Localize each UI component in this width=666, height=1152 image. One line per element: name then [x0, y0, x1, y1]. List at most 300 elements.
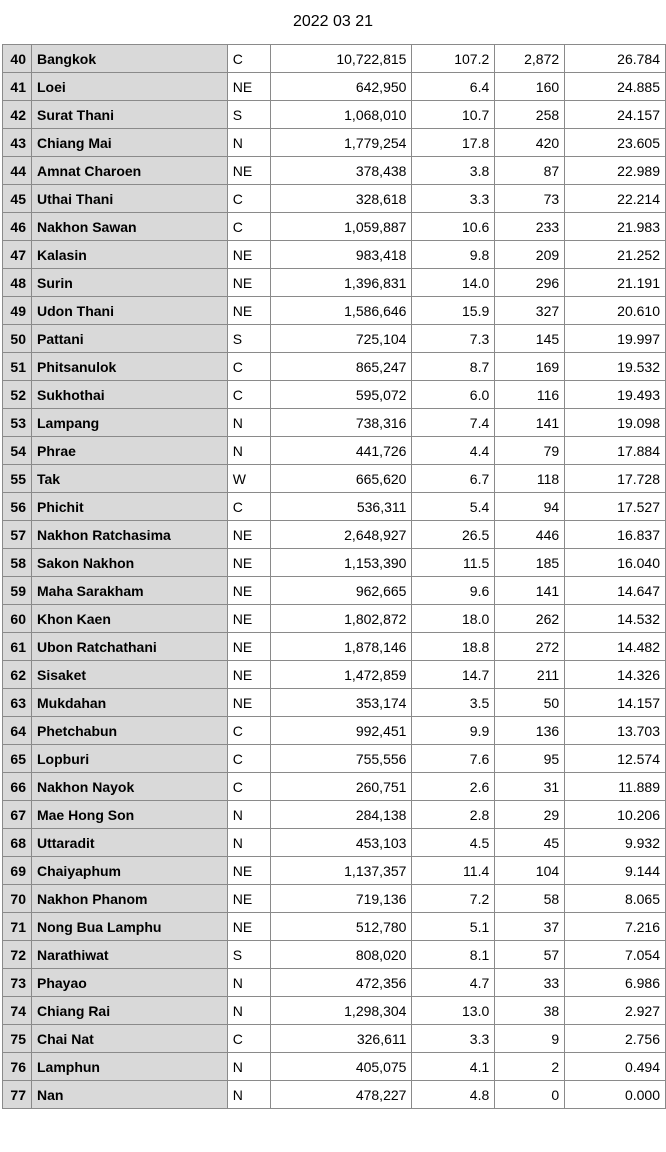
rate-cell: 16.040 [565, 549, 666, 577]
province-name-cell: Nong Bua Lamphu [31, 913, 227, 941]
percent-cell: 7.6 [412, 745, 495, 773]
percent-cell: 4.4 [412, 437, 495, 465]
population-cell: 755,556 [270, 745, 412, 773]
percent-cell: 9.8 [412, 241, 495, 269]
region-cell: C [227, 1025, 270, 1053]
population-cell: 1,802,872 [270, 605, 412, 633]
percent-cell: 17.8 [412, 129, 495, 157]
population-cell: 738,316 [270, 409, 412, 437]
table-row [3, 801, 666, 829]
count-cell: 327 [495, 297, 565, 325]
rank-cell: 76 [3, 1053, 32, 1081]
region-cell: N [227, 801, 270, 829]
rank-cell: 60 [3, 605, 32, 633]
population-cell: 405,075 [270, 1053, 412, 1081]
province-name-cell: Nakhon Ratchasima [31, 521, 227, 549]
table-row [3, 857, 666, 885]
province-name-cell: Lamphun [31, 1053, 227, 1081]
province-name-cell: Uttaradit [31, 829, 227, 857]
population-cell: 378,438 [270, 157, 412, 185]
region-cell: C [227, 353, 270, 381]
percent-cell: 7.3 [412, 325, 495, 353]
count-cell: 118 [495, 465, 565, 493]
count-cell: 141 [495, 577, 565, 605]
region-cell: N [227, 129, 270, 157]
rank-cell: 55 [3, 465, 32, 493]
province-name-cell: Lopburi [31, 745, 227, 773]
rank-cell: 42 [3, 101, 32, 129]
percent-cell: 3.3 [412, 1025, 495, 1053]
province-name-cell: Nakhon Nayok [31, 773, 227, 801]
rate-cell: 0.000 [565, 1081, 666, 1109]
percent-cell: 6.7 [412, 465, 495, 493]
rate-cell: 21.191 [565, 269, 666, 297]
rank-cell: 58 [3, 549, 32, 577]
count-cell: 233 [495, 213, 565, 241]
rank-cell: 62 [3, 661, 32, 689]
region-cell: N [227, 829, 270, 857]
percent-cell: 2.6 [412, 773, 495, 801]
rank-cell: 40 [3, 45, 32, 73]
table-row [3, 1025, 666, 1053]
rate-cell: 2.927 [565, 997, 666, 1025]
count-cell: 87 [495, 157, 565, 185]
region-cell: C [227, 717, 270, 745]
percent-cell: 6.0 [412, 381, 495, 409]
population-cell: 1,779,254 [270, 129, 412, 157]
count-cell: 29 [495, 801, 565, 829]
population-cell: 1,059,887 [270, 213, 412, 241]
count-cell: 2 [495, 1053, 565, 1081]
percent-cell: 18.0 [412, 605, 495, 633]
region-cell: NE [227, 689, 270, 717]
table-row [3, 549, 666, 577]
province-name-cell: Khon Kaen [31, 605, 227, 633]
rank-cell: 46 [3, 213, 32, 241]
rate-cell: 24.885 [565, 73, 666, 101]
count-cell: 272 [495, 633, 565, 661]
population-cell: 992,451 [270, 717, 412, 745]
population-cell: 326,611 [270, 1025, 412, 1053]
percent-cell: 8.7 [412, 353, 495, 381]
province-name-cell: Sisaket [31, 661, 227, 689]
count-cell: 258 [495, 101, 565, 129]
rank-cell: 49 [3, 297, 32, 325]
population-cell: 284,138 [270, 801, 412, 829]
rank-cell: 63 [3, 689, 32, 717]
province-name-cell: Surin [31, 269, 227, 297]
count-cell: 38 [495, 997, 565, 1025]
region-cell: NE [227, 857, 270, 885]
count-cell: 94 [495, 493, 565, 521]
population-cell: 472,356 [270, 969, 412, 997]
province-name-cell: Nan [31, 1081, 227, 1109]
count-cell: 446 [495, 521, 565, 549]
population-cell: 1,298,304 [270, 997, 412, 1025]
rate-cell: 13.703 [565, 717, 666, 745]
count-cell: 45 [495, 829, 565, 857]
population-cell: 1,068,010 [270, 101, 412, 129]
percent-cell: 3.5 [412, 689, 495, 717]
rank-cell: 74 [3, 997, 32, 1025]
percent-cell: 14.7 [412, 661, 495, 689]
count-cell: 0 [495, 1081, 565, 1109]
rank-cell: 54 [3, 437, 32, 465]
province-name-cell: Loei [31, 73, 227, 101]
region-cell: C [227, 745, 270, 773]
table-row [3, 633, 666, 661]
province-name-cell: Nakhon Phanom [31, 885, 227, 913]
table-row [3, 661, 666, 689]
count-cell: 31 [495, 773, 565, 801]
province-name-cell: Phitsanulok [31, 353, 227, 381]
table-row [3, 437, 666, 465]
rate-cell: 14.532 [565, 605, 666, 633]
population-cell: 642,950 [270, 73, 412, 101]
region-cell: N [227, 997, 270, 1025]
rate-cell: 7.054 [565, 941, 666, 969]
region-cell: C [227, 185, 270, 213]
count-cell: 160 [495, 73, 565, 101]
count-cell: 145 [495, 325, 565, 353]
table-row [3, 73, 666, 101]
percent-cell: 10.7 [412, 101, 495, 129]
region-cell: W [227, 465, 270, 493]
population-cell: 2,648,927 [270, 521, 412, 549]
population-cell: 1,153,390 [270, 549, 412, 577]
count-cell: 141 [495, 409, 565, 437]
percent-cell: 6.4 [412, 73, 495, 101]
population-cell: 512,780 [270, 913, 412, 941]
province-name-cell: Phichit [31, 493, 227, 521]
region-cell: NE [227, 241, 270, 269]
region-cell: C [227, 213, 270, 241]
table-row [3, 605, 666, 633]
rank-cell: 68 [3, 829, 32, 857]
region-cell: NE [227, 521, 270, 549]
rate-cell: 26.784 [565, 45, 666, 73]
region-cell: NE [227, 661, 270, 689]
table-row [3, 689, 666, 717]
region-cell: S [227, 101, 270, 129]
count-cell: 209 [495, 241, 565, 269]
count-cell: 95 [495, 745, 565, 773]
rate-cell: 16.837 [565, 521, 666, 549]
table-row [3, 185, 666, 213]
population-cell: 536,311 [270, 493, 412, 521]
rate-cell: 19.493 [565, 381, 666, 409]
percent-cell: 9.6 [412, 577, 495, 605]
rank-cell: 44 [3, 157, 32, 185]
percent-cell: 11.4 [412, 857, 495, 885]
population-cell: 1,878,146 [270, 633, 412, 661]
percent-cell: 4.8 [412, 1081, 495, 1109]
province-name-cell: Mukdahan [31, 689, 227, 717]
rate-cell: 21.252 [565, 241, 666, 269]
province-name-cell: Phrae [31, 437, 227, 465]
province-table [2, 44, 666, 1109]
province-name-cell: Chiang Mai [31, 129, 227, 157]
table-row [3, 129, 666, 157]
percent-cell: 14.0 [412, 269, 495, 297]
rank-cell: 69 [3, 857, 32, 885]
rate-cell: 23.605 [565, 129, 666, 157]
population-cell: 865,247 [270, 353, 412, 381]
rate-cell: 7.216 [565, 913, 666, 941]
table-row [3, 1081, 666, 1109]
table-row [3, 913, 666, 941]
percent-cell: 26.5 [412, 521, 495, 549]
count-cell: 73 [495, 185, 565, 213]
region-cell: N [227, 1053, 270, 1081]
count-cell: 57 [495, 941, 565, 969]
table-row [3, 521, 666, 549]
rank-cell: 50 [3, 325, 32, 353]
table-row [3, 465, 666, 493]
province-name-cell: Chai Nat [31, 1025, 227, 1053]
region-cell: NE [227, 73, 270, 101]
rate-cell: 0.494 [565, 1053, 666, 1081]
province-name-cell: Sakon Nakhon [31, 549, 227, 577]
percent-cell: 107.2 [412, 45, 495, 73]
rate-cell: 9.144 [565, 857, 666, 885]
rate-cell: 17.884 [565, 437, 666, 465]
table-row [3, 157, 666, 185]
rate-cell: 14.647 [565, 577, 666, 605]
rank-cell: 43 [3, 129, 32, 157]
province-name-cell: Ubon Ratchathani [31, 633, 227, 661]
rank-cell: 72 [3, 941, 32, 969]
table-row [3, 101, 666, 129]
count-cell: 211 [495, 661, 565, 689]
percent-cell: 5.1 [412, 913, 495, 941]
population-cell: 665,620 [270, 465, 412, 493]
population-cell: 260,751 [270, 773, 412, 801]
population-cell: 983,418 [270, 241, 412, 269]
province-name-cell: Phayao [31, 969, 227, 997]
percent-cell: 8.1 [412, 941, 495, 969]
table-row [3, 325, 666, 353]
province-name-cell: Kalasin [31, 241, 227, 269]
province-name-cell: Pattani [31, 325, 227, 353]
count-cell: 9 [495, 1025, 565, 1053]
province-name-cell: Chaiyaphum [31, 857, 227, 885]
count-cell: 50 [495, 689, 565, 717]
rank-cell: 61 [3, 633, 32, 661]
population-cell: 808,020 [270, 941, 412, 969]
rank-cell: 65 [3, 745, 32, 773]
region-cell: N [227, 969, 270, 997]
table-row [3, 717, 666, 745]
region-cell: NE [227, 885, 270, 913]
table-row [3, 885, 666, 913]
table-row [3, 745, 666, 773]
table-row [3, 941, 666, 969]
rate-cell: 14.326 [565, 661, 666, 689]
population-cell: 1,396,831 [270, 269, 412, 297]
table-row [3, 1053, 666, 1081]
population-cell: 10,722,815 [270, 45, 412, 73]
table-row [3, 297, 666, 325]
region-cell: NE [227, 157, 270, 185]
table-row [3, 409, 666, 437]
province-name-cell: Narathiwat [31, 941, 227, 969]
rank-cell: 71 [3, 913, 32, 941]
region-cell: NE [227, 269, 270, 297]
province-name-cell: Tak [31, 465, 227, 493]
percent-cell: 4.1 [412, 1053, 495, 1081]
population-cell: 1,472,859 [270, 661, 412, 689]
population-cell: 725,104 [270, 325, 412, 353]
rate-cell: 19.997 [565, 325, 666, 353]
rate-cell: 19.098 [565, 409, 666, 437]
table-row [3, 241, 666, 269]
rate-cell: 2.756 [565, 1025, 666, 1053]
percent-cell: 3.8 [412, 157, 495, 185]
population-cell: 595,072 [270, 381, 412, 409]
province-name-cell: Udon Thani [31, 297, 227, 325]
percent-cell: 10.6 [412, 213, 495, 241]
percent-cell: 13.0 [412, 997, 495, 1025]
rank-cell: 52 [3, 381, 32, 409]
table-row [3, 829, 666, 857]
count-cell: 169 [495, 353, 565, 381]
province-name-cell: Maha Sarakham [31, 577, 227, 605]
count-cell: 420 [495, 129, 565, 157]
count-cell: 116 [495, 381, 565, 409]
region-cell: NE [227, 577, 270, 605]
count-cell: 104 [495, 857, 565, 885]
rank-cell: 64 [3, 717, 32, 745]
region-cell: NE [227, 605, 270, 633]
region-cell: C [227, 493, 270, 521]
rank-cell: 41 [3, 73, 32, 101]
rank-cell: 77 [3, 1081, 32, 1109]
province-name-cell: Surat Thani [31, 101, 227, 129]
population-cell: 719,136 [270, 885, 412, 913]
rank-cell: 53 [3, 409, 32, 437]
rank-cell: 57 [3, 521, 32, 549]
table-row [3, 773, 666, 801]
count-cell: 79 [495, 437, 565, 465]
province-name-cell: Mae Hong Son [31, 801, 227, 829]
rate-cell: 22.214 [565, 185, 666, 213]
table-row [3, 353, 666, 381]
rank-cell: 51 [3, 353, 32, 381]
rate-cell: 14.157 [565, 689, 666, 717]
percent-cell: 4.5 [412, 829, 495, 857]
rate-cell: 11.889 [565, 773, 666, 801]
rate-cell: 22.989 [565, 157, 666, 185]
rate-cell: 21.983 [565, 213, 666, 241]
count-cell: 136 [495, 717, 565, 745]
rank-cell: 67 [3, 801, 32, 829]
rate-cell: 14.482 [565, 633, 666, 661]
rank-cell: 56 [3, 493, 32, 521]
percent-cell: 3.3 [412, 185, 495, 213]
region-cell: N [227, 437, 270, 465]
rank-cell: 75 [3, 1025, 32, 1053]
region-cell: C [227, 381, 270, 409]
region-cell: NE [227, 913, 270, 941]
region-cell: N [227, 409, 270, 437]
rank-cell: 47 [3, 241, 32, 269]
rank-cell: 48 [3, 269, 32, 297]
percent-cell: 2.8 [412, 801, 495, 829]
region-cell: C [227, 45, 270, 73]
count-cell: 58 [495, 885, 565, 913]
count-cell: 296 [495, 269, 565, 297]
population-cell: 478,227 [270, 1081, 412, 1109]
count-cell: 37 [495, 913, 565, 941]
population-cell: 453,103 [270, 829, 412, 857]
rate-cell: 17.728 [565, 465, 666, 493]
population-cell: 353,174 [270, 689, 412, 717]
count-cell: 262 [495, 605, 565, 633]
region-cell: NE [227, 549, 270, 577]
percent-cell: 9.9 [412, 717, 495, 745]
rate-cell: 9.932 [565, 829, 666, 857]
rate-cell: 17.527 [565, 493, 666, 521]
table-row [3, 381, 666, 409]
region-cell: NE [227, 633, 270, 661]
rate-cell: 10.206 [565, 801, 666, 829]
percent-cell: 4.7 [412, 969, 495, 997]
rank-cell: 66 [3, 773, 32, 801]
table-row [3, 493, 666, 521]
count-cell: 33 [495, 969, 565, 997]
province-name-cell: Sukhothai [31, 381, 227, 409]
population-cell: 1,586,646 [270, 297, 412, 325]
rate-cell: 8.065 [565, 885, 666, 913]
population-cell: 328,618 [270, 185, 412, 213]
percent-cell: 7.2 [412, 885, 495, 913]
region-cell: NE [227, 297, 270, 325]
table-row [3, 213, 666, 241]
population-cell: 962,665 [270, 577, 412, 605]
count-cell: 185 [495, 549, 565, 577]
region-cell: S [227, 941, 270, 969]
rate-cell: 24.157 [565, 101, 666, 129]
region-cell: C [227, 773, 270, 801]
population-cell: 441,726 [270, 437, 412, 465]
page-title: 2022 03 21 [292, 13, 374, 30]
rate-cell: 6.986 [565, 969, 666, 997]
rank-cell: 59 [3, 577, 32, 605]
table-row [3, 269, 666, 297]
region-cell: N [227, 1081, 270, 1109]
rate-cell: 20.610 [565, 297, 666, 325]
rank-cell: 45 [3, 185, 32, 213]
province-name-cell: Uthai Thani [31, 185, 227, 213]
province-name-cell: Bangkok [31, 45, 227, 73]
region-cell: S [227, 325, 270, 353]
province-name-cell: Lampang [31, 409, 227, 437]
rate-cell: 12.574 [565, 745, 666, 773]
rate-cell: 19.532 [565, 353, 666, 381]
percent-cell: 11.5 [412, 549, 495, 577]
table-row [3, 45, 666, 73]
percent-cell: 15.9 [412, 297, 495, 325]
population-cell: 1,137,357 [270, 857, 412, 885]
percent-cell: 7.4 [412, 409, 495, 437]
count-cell: 2,872 [495, 45, 565, 73]
province-name-cell: Phetchabun [31, 717, 227, 745]
rank-cell: 73 [3, 969, 32, 997]
table-row [3, 969, 666, 997]
rank-cell: 70 [3, 885, 32, 913]
table-row [3, 577, 666, 605]
